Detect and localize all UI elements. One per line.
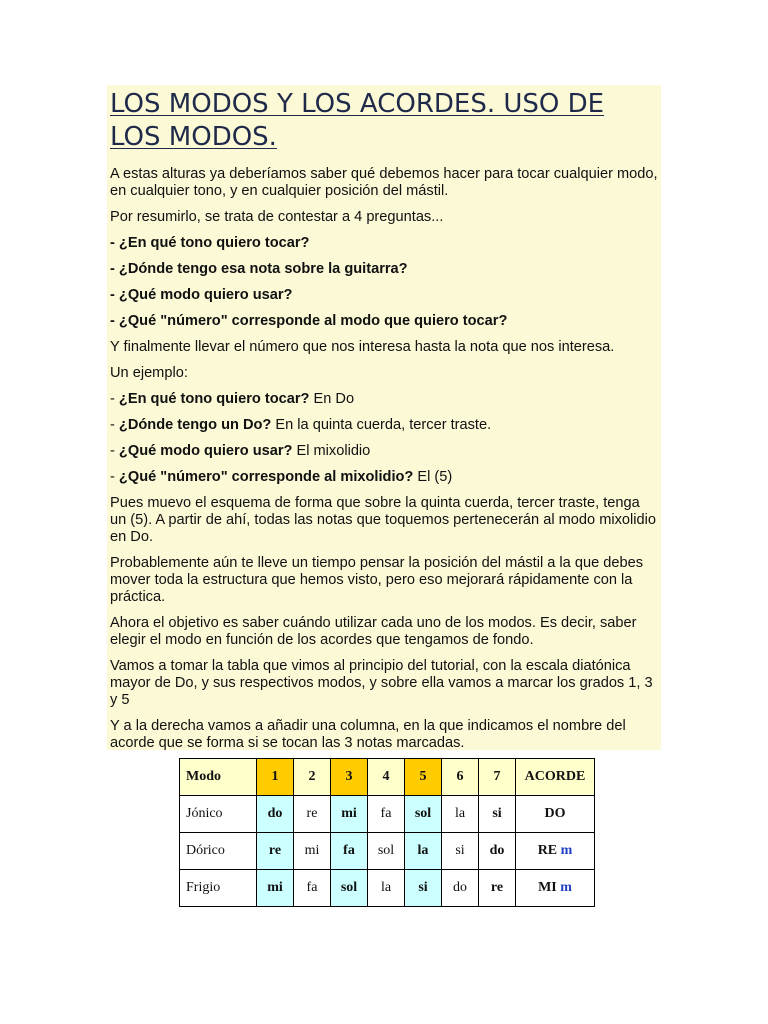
example-2-dash: - bbox=[110, 417, 119, 433]
example-4-question: ¿Qué "número" corresponde al mixolidio? bbox=[118, 469, 414, 485]
table-header-row bbox=[180, 759, 595, 796]
mode-name-cell: Frigio bbox=[180, 870, 257, 907]
note-cell: fa bbox=[294, 870, 331, 907]
question-1-text: - ¿En qué tono quiero tocar? bbox=[110, 235, 310, 251]
header-degree-6: 6 bbox=[442, 759, 479, 796]
note-cell: re bbox=[257, 833, 294, 870]
example-3 bbox=[110, 443, 660, 460]
question-4 bbox=[110, 313, 660, 330]
chord-cell bbox=[516, 870, 595, 907]
note-cell: do bbox=[479, 833, 516, 870]
note-cell: fa bbox=[368, 796, 405, 833]
example-1-answer: En Do bbox=[309, 391, 355, 407]
example-2 bbox=[110, 417, 660, 434]
question-2 bbox=[110, 261, 660, 278]
question-4-text: - ¿Qué "número" corresponde al modo que quiero tocar? bbox=[110, 313, 508, 329]
example-4-dash: - bbox=[110, 469, 119, 485]
page-title: LOS MODOS Y LOS ACORDES. USO DE LOS MODOS. bbox=[110, 89, 605, 152]
chord-cell bbox=[516, 796, 595, 833]
question-3 bbox=[110, 287, 660, 304]
paragraph-finally: Y finalmente llevar el número que nos interesa hasta la nota que nos interesa. bbox=[110, 339, 615, 355]
note-cell: re bbox=[294, 796, 331, 833]
note-cell: si bbox=[479, 796, 516, 833]
note-cell: sol bbox=[405, 796, 442, 833]
modes-table bbox=[179, 758, 595, 907]
table-row bbox=[180, 833, 595, 870]
example-3-dash: - bbox=[110, 443, 119, 459]
question-1 bbox=[110, 235, 660, 252]
mode-name-cell: Dórico bbox=[180, 833, 257, 870]
note-cell: do bbox=[257, 796, 294, 833]
paragraph-chord-column: Y a la derecha vamos a añadir una columna, en la que indicamos el nombre del acorde que se forma si se tocan las 3 notas marcadas. bbox=[110, 718, 626, 751]
note-cell: sol bbox=[368, 833, 405, 870]
paragraph-summary: Por resumirlo, se trata de contestar a 4 preguntas... bbox=[110, 209, 444, 225]
example-4-answer: El (5) bbox=[413, 469, 453, 485]
note-cell: sol bbox=[331, 870, 368, 907]
note-cell: la bbox=[368, 870, 405, 907]
article-body bbox=[110, 166, 660, 761]
example-3-answer: El mixolidio bbox=[292, 443, 371, 459]
example-2-answer: En la quinta cuerda, tercer traste. bbox=[271, 417, 492, 433]
paragraph-table-intro: Vamos a tomar la tabla que vimos al principio del tutorial, con la escala diatónica mayor de Do, y sus respectivos modos, y sobre ella vamos a marcar los grados 1, 3 y 5 bbox=[110, 658, 653, 708]
chord-quality: m bbox=[560, 880, 572, 895]
note-cell: re bbox=[479, 870, 516, 907]
example-1-question: ¿En qué tono quiero tocar? bbox=[118, 391, 310, 407]
chord-root: MI bbox=[538, 880, 561, 895]
chord-cell bbox=[516, 833, 595, 870]
header-acorde: ACORDE bbox=[516, 759, 595, 796]
paragraph-example-label: Un ejemplo: bbox=[110, 365, 188, 381]
question-3-text: - ¿Qué modo quiero usar? bbox=[110, 287, 293, 303]
note-cell: mi bbox=[257, 870, 294, 907]
note-cell: fa bbox=[331, 833, 368, 870]
header-degree-2: 2 bbox=[294, 759, 331, 796]
paragraph-intro: A estas alturas ya deberíamos saber qué debemos hacer para tocar cualquier modo, en cualquier tono, y en cualquier posición del mástil. bbox=[110, 166, 658, 199]
example-3-question: ¿Qué modo quiero usar? bbox=[118, 443, 293, 459]
note-cell: la bbox=[442, 796, 479, 833]
header-degree-7: 7 bbox=[479, 759, 516, 796]
chord-root: RE bbox=[537, 843, 561, 858]
header-degree-3: 3 bbox=[331, 759, 368, 796]
paragraph-objective: Ahora el objetivo es saber cuándo utilizar cada uno de los modos. Es decir, saber elegir el modo en función de los acordes que tengamos de fondo. bbox=[110, 615, 637, 648]
example-2-question: ¿Dónde tengo un Do? bbox=[118, 417, 272, 433]
table-row bbox=[180, 870, 595, 907]
mode-name-cell: Jónico bbox=[180, 796, 257, 833]
table-row bbox=[180, 796, 595, 833]
note-cell: si bbox=[405, 870, 442, 907]
chord-quality: m bbox=[560, 843, 573, 858]
example-1-dash: - bbox=[110, 391, 119, 407]
note-cell: mi bbox=[331, 796, 368, 833]
header-mode: Modo bbox=[180, 759, 257, 796]
chord-root: DO bbox=[544, 806, 566, 821]
note-cell: la bbox=[405, 833, 442, 870]
question-2-text: - ¿Dónde tengo esa nota sobre la guitarra? bbox=[110, 261, 408, 277]
paragraph-move-scheme: Pues muevo el esquema de forma que sobre la quinta cuerda, tercer traste, tenga un (5). A partir de ahí, todas las notas que toquemos pertenecerán al modo mixolidio en Do. bbox=[110, 495, 656, 545]
example-1 bbox=[110, 391, 660, 408]
header-degree-1: 1 bbox=[257, 759, 294, 796]
note-cell: si bbox=[442, 833, 479, 870]
header-degree-4: 4 bbox=[368, 759, 405, 796]
paragraph-practice: Probablemente aún te lleve un tiempo pensar la posición del mástil a la que debes mover toda la estructura que hemos visto, pero eso mejorará rápidamente con la práctica. bbox=[110, 555, 644, 605]
note-cell: mi bbox=[294, 833, 331, 870]
note-cell: do bbox=[442, 870, 479, 907]
example-4 bbox=[110, 469, 660, 486]
header-degree-5: 5 bbox=[405, 759, 442, 796]
